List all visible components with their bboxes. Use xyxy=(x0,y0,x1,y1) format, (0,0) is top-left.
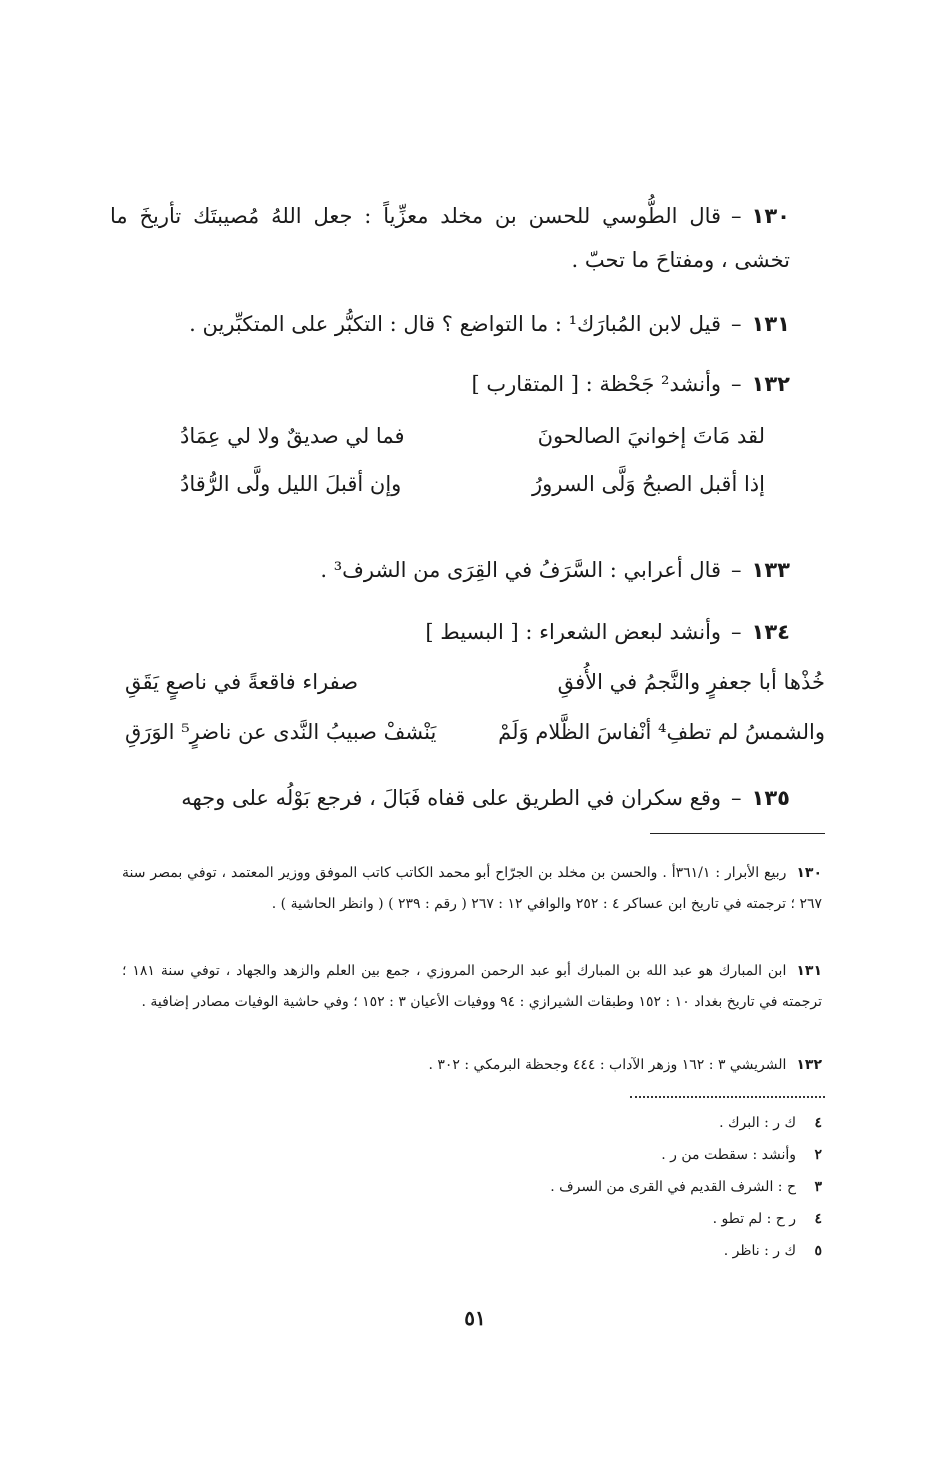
variant-note xyxy=(661,1140,822,1171)
entry-number: ١٣٢ xyxy=(751,372,790,396)
variant-text: ك ر : ناظر . xyxy=(723,1243,796,1259)
verse-first-hemistich: والشمسُ لم تطفِ⁴ أنْفاسَ الظَّلام وَلَمْ xyxy=(498,720,825,744)
variant-number: ٥ xyxy=(814,1243,822,1259)
variants-divider xyxy=(630,1096,825,1098)
entry-133 xyxy=(110,548,790,592)
verse-first-hemistich: خُذْها أبا جعفرٍ والنَّجمُ في الأُفقِ xyxy=(557,670,825,694)
variant-note xyxy=(719,1108,822,1139)
entry-132 xyxy=(110,362,790,406)
entry-dash: – xyxy=(731,312,742,336)
verse-line xyxy=(125,720,825,744)
footnote-text: ابن المبارك هو عبد الله بن المبارك أبو عبد الرحمن المروزي ، جمع بين العلم والزهد والجهاد ، توفي سنة ١٨١ ؛ ترجمته في تاريخ بغداد ١٠ : ١٥٢ وطبقات الشيرازي : ٩٤ ووفيات الأعيان ٣ : ١٥٢ ؛ وفي حاشية الوفيات مصادر إضافية . xyxy=(122,963,822,1010)
verse-first-hemistich: لقد مَاتَ إخوانيَ الصالحونَ xyxy=(537,424,765,448)
footnote-131 xyxy=(122,956,822,1018)
entry-number: ١٣٥ xyxy=(751,786,790,810)
entry-text: قال أعرابي : السَّرَفُ في القِرَى من الشرف³ . xyxy=(320,558,722,582)
verse-second-hemistich: صفراء فاقعةً في ناصعٍ يَقَقِ xyxy=(125,670,359,694)
variant-text: وأنشد : سقطت من ر . xyxy=(661,1147,796,1163)
footnote-132 xyxy=(122,1050,822,1081)
footnote-text: الشريشي ٣ : ١٦٢ وزهر الآداب : ٤٤٤ وجحظة البرمكي : ٣٠٢ . xyxy=(428,1057,787,1073)
verse-line xyxy=(125,670,825,694)
entry-dash: – xyxy=(731,372,742,396)
variant-text: ك ر : البرك . xyxy=(719,1115,796,1131)
entry-text: وأنشد² جَحْظة : [ المتقارب ] xyxy=(471,372,722,396)
verse-line xyxy=(180,472,765,496)
variant-text: ر ح : لم تطو . xyxy=(712,1211,796,1227)
footnote-number: ١٣٠ xyxy=(796,865,822,881)
variant-number: ٣ xyxy=(814,1179,822,1195)
entry-number: ١٣٣ xyxy=(751,558,790,582)
verse-line xyxy=(180,424,765,448)
entry-number: ١٣٠ xyxy=(751,204,790,228)
verse-second-hemistich: وإن أقبلَ الليل ولَّى الرُّقادُ xyxy=(180,472,402,496)
variant-note xyxy=(713,1204,822,1235)
entry-text: قيل لابن المُبارَك¹ : ما التواضع ؟ قال : التكبُّر على المتكبِّرين . xyxy=(189,312,722,336)
verse-second-hemistich: فما لي صديقٌ ولا لي عِمَادُ xyxy=(180,424,405,448)
verse-second-hemistich: يَنْشفْ صبيبُ النَّدى عن ناضرٍ⁵ الوَرَقِ xyxy=(125,720,437,744)
page-number: ٥١ xyxy=(464,1306,486,1330)
footnote-number: ١٣٢ xyxy=(796,1057,822,1073)
entry-text: قال الطُّوسي للحسن بن مخلد معزِّياً : جعل اللهُ مُصيبتَك تأريخَ ما تخشى ، ومفتاحَ ما تحبّ . xyxy=(110,204,790,272)
footnote-divider xyxy=(650,833,825,834)
entry-dash: – xyxy=(731,620,742,644)
entry-text: وقع سكران في الطريق على قفاه فَبَالَ ، فرجع بَوْلُه على وجهه xyxy=(181,786,722,810)
variant-text: ح : الشرف القديم في القرى من السرف . xyxy=(550,1179,796,1195)
entry-135 xyxy=(110,776,790,820)
entry-131 xyxy=(110,302,790,346)
footnote-130 xyxy=(122,858,822,920)
entry-number: ١٣١ xyxy=(751,312,790,336)
footnote-number: ١٣١ xyxy=(796,963,822,979)
variant-number: ٤ xyxy=(814,1211,822,1227)
variant-note xyxy=(550,1172,822,1203)
entry-number: ١٣٤ xyxy=(751,620,790,644)
variant-number: ٤ xyxy=(814,1115,822,1131)
entry-dash: – xyxy=(731,204,742,228)
verse-first-hemistich: إذا أقبل الصبحُ وَلَّى السرورُ xyxy=(531,472,765,496)
variant-note xyxy=(724,1236,822,1267)
entry-text: وأنشد لبعض الشعراء : [ البسيط ] xyxy=(425,620,722,644)
entry-dash: – xyxy=(731,786,742,810)
entry-dash: – xyxy=(731,558,742,582)
entry-134 xyxy=(110,610,790,654)
variant-number: ٢ xyxy=(814,1147,822,1163)
entry-130 xyxy=(110,194,790,282)
footnote-text: ربيع الأبرار : ٣٦١/١أ . والحسن بن مخلد بن الجرّاح أبو محمد الكاتب كاتب الموفق ووزير المعتمد ، توفي بمصر سنة ٢٦٧ ؛ ترجمته في تاريخ ابن عساكر ٤ : ٢٥٢ والوافي ١٢ : ٢٦٧ ( رقم : ٢٣٩ ) ( وانظر الحاشية ) . xyxy=(122,865,822,912)
